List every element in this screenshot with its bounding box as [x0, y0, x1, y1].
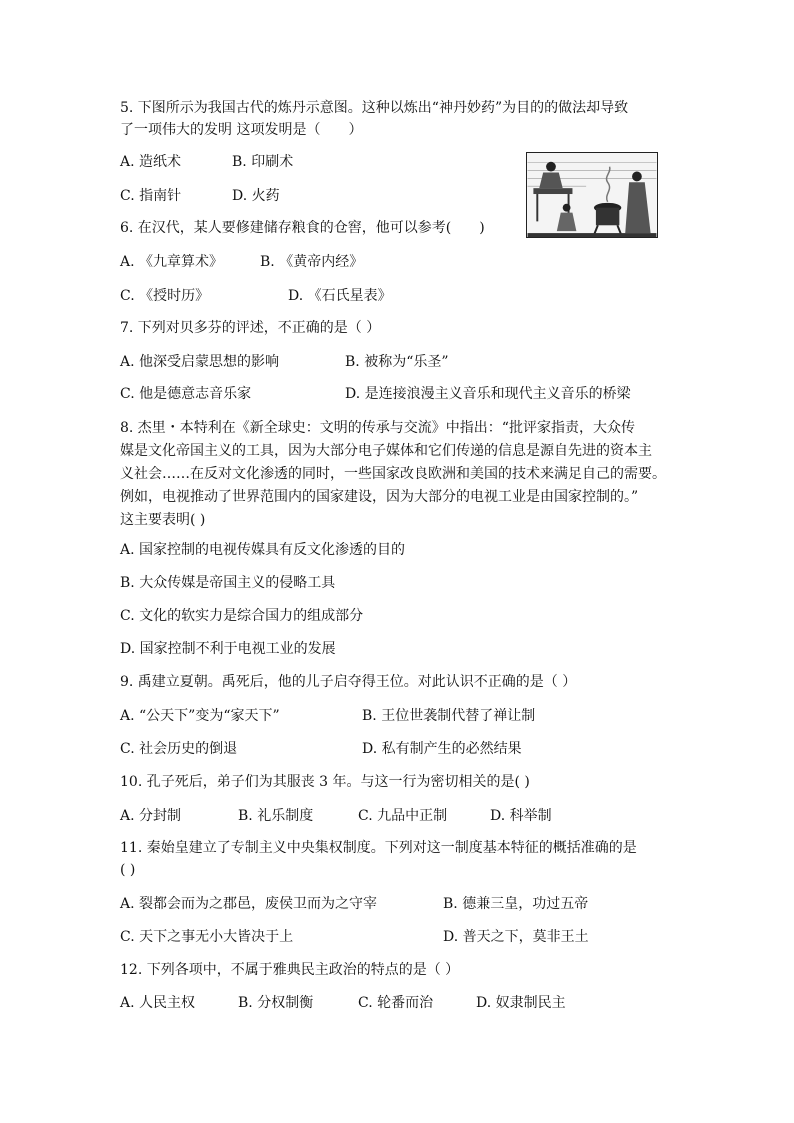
- q12-option-a[interactable]: A. 人民主权: [120, 995, 196, 1011]
- alchemy-illustration: [526, 152, 658, 238]
- q5-option-d[interactable]: D. 火药: [232, 188, 280, 204]
- q7-option-a[interactable]: A. 他深受启蒙思想的影响: [120, 354, 280, 370]
- q10-option-a[interactable]: A. 分封制: [120, 808, 182, 824]
- q8-option-b[interactable]: B. 大众传媒是帝国主义的侵略工具: [120, 575, 336, 591]
- q7-option-c[interactable]: C. 他是德意志音乐家: [120, 386, 252, 402]
- q5-stem-line2: 了一项伟大的发明 这项发明是（ ）: [120, 122, 363, 138]
- q11-option-d[interactable]: D. 普天之下，莫非王土: [443, 929, 589, 945]
- q5-option-b[interactable]: B. 印刷术: [232, 154, 294, 170]
- q11-option-b[interactable]: B. 德兼三皇，功过五帝: [443, 896, 589, 912]
- q5-option-c[interactable]: C. 指南针: [120, 188, 182, 204]
- alchemy-illustration-image: [527, 153, 657, 237]
- q12-option-b[interactable]: B. 分权制衡: [238, 995, 314, 1011]
- q8-option-a[interactable]: A. 国家控制的电视传媒具有反文化渗透的目的: [120, 542, 406, 558]
- q8-option-c[interactable]: C. 文化的软实力是综合国力的组成部分: [120, 608, 364, 624]
- q8-stem-line1: 8. 杰里・本特利在《新全球史：文明的传承与交流》中指出：“批评家指责，大众传: [120, 420, 635, 436]
- q7-option-d[interactable]: D. 是连接浪漫主义音乐和现代主义音乐的桥梁: [345, 386, 631, 402]
- q11-option-c[interactable]: C. 天下之事无小大皆决于上: [120, 929, 294, 945]
- q6-option-d[interactable]: D. 《石氏星表》: [288, 288, 392, 304]
- q6-stem: 6. 在汉代，某人要修建储存粮食的仓窖，他可以参考( ): [120, 220, 485, 236]
- q10-option-d[interactable]: D. 科举制: [490, 808, 552, 824]
- q7-stem: 7. 下列对贝多芬的评述，不正确的是（ ）: [120, 320, 381, 336]
- q9-option-d[interactable]: D. 私有制产生的必然结果: [362, 741, 522, 757]
- q10-stem: 10. 孔子死后，弟子们为其服丧 3 年。与这一行为密切相关的是( ): [120, 774, 530, 790]
- q10-option-c[interactable]: C. 九品中正制: [358, 808, 448, 824]
- q5-option-a[interactable]: A. 造纸术: [120, 154, 182, 170]
- q8-stem-line3: 义社会……在反对文化渗透的同时，一些国家改良欧洲和美国的技术来满足自己的需要。: [120, 466, 666, 482]
- q6-option-c[interactable]: C. 《授时历》: [120, 288, 210, 304]
- q6-option-b[interactable]: B. 《黄帝内经》: [260, 254, 364, 270]
- q11-stem-line2: ( ): [120, 862, 136, 878]
- q8-stem-line5: 这主要表明( ): [120, 512, 206, 528]
- q8-stem-line2: 媒是文化帝国主义的工具，因为大部分电子媒体和它们传递的信息是源自先进的资本主: [120, 443, 652, 459]
- q8-stem-line4: 例如，电视推动了世界范围内的国家建设，因为大部分的电视工业是由国家控制的。”: [120, 489, 639, 505]
- q11-stem-line1: 11. 秦始皇建立了专制主义中央集权制度。下列对这一制度基本特征的概括准确的是: [120, 840, 637, 856]
- q5-stem-line1: 5. 下图所示为我国古代的炼丹示意图。这种以炼出“神丹妙药”为目的的做法却导致: [120, 100, 629, 116]
- q12-option-d[interactable]: D. 奴隶制民主: [476, 995, 566, 1011]
- q8-option-d[interactable]: D. 国家控制不利于电视工业的发展: [120, 641, 336, 657]
- q9-option-b[interactable]: B. 王位世袭制代替了禅让制: [362, 708, 536, 724]
- q9-stem: 9. 禹建立夏朝。禹死后，他的儿子启夺得王位。对此认识不正确的是（ ）: [120, 674, 577, 690]
- q9-option-a[interactable]: A. “公天下”变为“家天下”: [120, 708, 280, 724]
- q11-option-a[interactable]: A. 裂都会而为之郡邑，废侯卫而为之守宰: [120, 896, 378, 912]
- q9-option-c[interactable]: C. 社会历史的倒退: [120, 741, 238, 757]
- q7-option-b[interactable]: B. 被称为“乐圣”: [345, 354, 449, 370]
- q12-stem: 12. 下列各项中，不属于雅典民主政治的特点的是（ ）: [120, 962, 460, 978]
- q12-option-c[interactable]: C. 轮番而治: [358, 995, 434, 1011]
- q6-option-a[interactable]: A. 《九章算术》: [120, 254, 224, 270]
- q10-option-b[interactable]: B. 礼乐制度: [238, 808, 314, 824]
